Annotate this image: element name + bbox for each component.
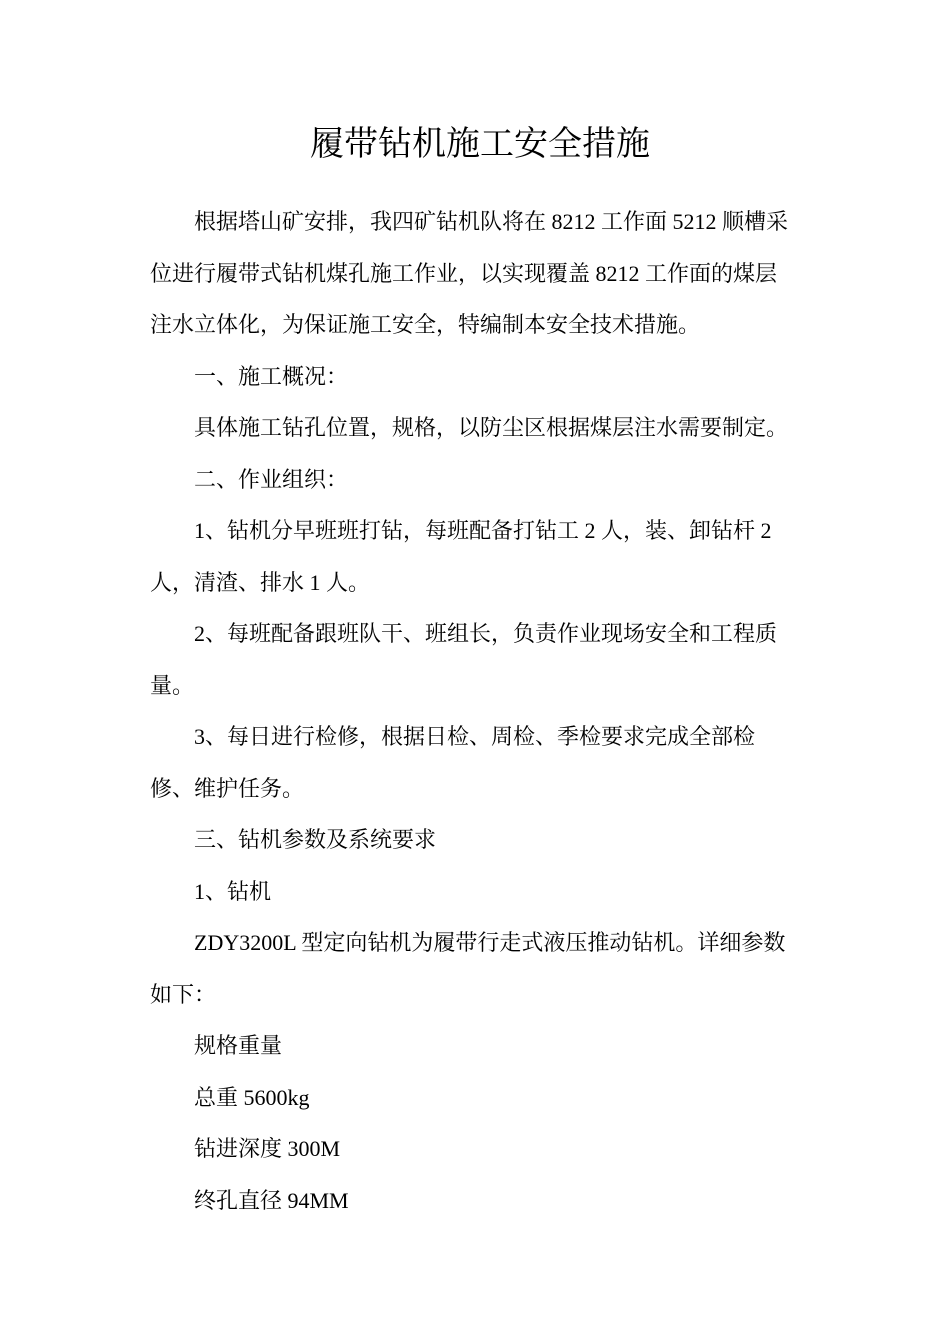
section2-item2-line1: 2、每班配备跟班队干、班组长，负责作业现场安全和工程质 (194, 621, 778, 646)
spec-heading: 规格重量 (194, 1033, 283, 1058)
section2-item2-line2: 量。 (150, 672, 195, 698)
section2-item1-line1: 1、钻机分早班班打钻，每班配备打钻工 2 人，装、卸钻杆 2 (194, 518, 772, 543)
spec-diameter: 终孔直径 94MM (194, 1187, 349, 1213)
section2-item3-line2: 修、维护任务。 (150, 775, 305, 801)
section2-item1-line2: 人，清渣、排水 1 人。 (150, 569, 371, 595)
section3-sub1: 1、钻机 (194, 878, 272, 904)
spec-weight: 总重 5600kg (194, 1084, 310, 1110)
section2-item3-line1: 3、每日进行检修，根据日检、周检、季检要求完成全部检 (194, 724, 756, 749)
section3-desc-line2: 如下： (150, 981, 217, 1007)
intro-line-3: 注水立体化，为保证施工安全，特编制本安全技术措施。 (150, 312, 701, 337)
section3-heading: 三、钻机参数及系统要求 (194, 827, 437, 852)
section1-heading: 一、施工概况： (194, 363, 349, 389)
spec-depth: 钻进深度 300M (194, 1136, 341, 1161)
intro-line-2: 位进行履带式钻机煤孔施工作业，以实现覆盖 8212 工作面的煤层 (150, 260, 778, 286)
intro-line-1: 根据塔山矿安排，我四矿钻机队将在 8212 工作面 5212 顺槽采 (194, 209, 789, 234)
section2-heading: 二、作业组织： (194, 466, 349, 492)
document-title: 履带钻机施工安全措施 (310, 126, 650, 163)
section3-desc-line1: ZDY3200L 型定向钻机为履带行走式液压推动钻机。详细参数 (194, 930, 786, 955)
section1-text: 具体施工钻孔位置，规格，以防尘区根据煤层注水需要制定。 (194, 415, 789, 440)
